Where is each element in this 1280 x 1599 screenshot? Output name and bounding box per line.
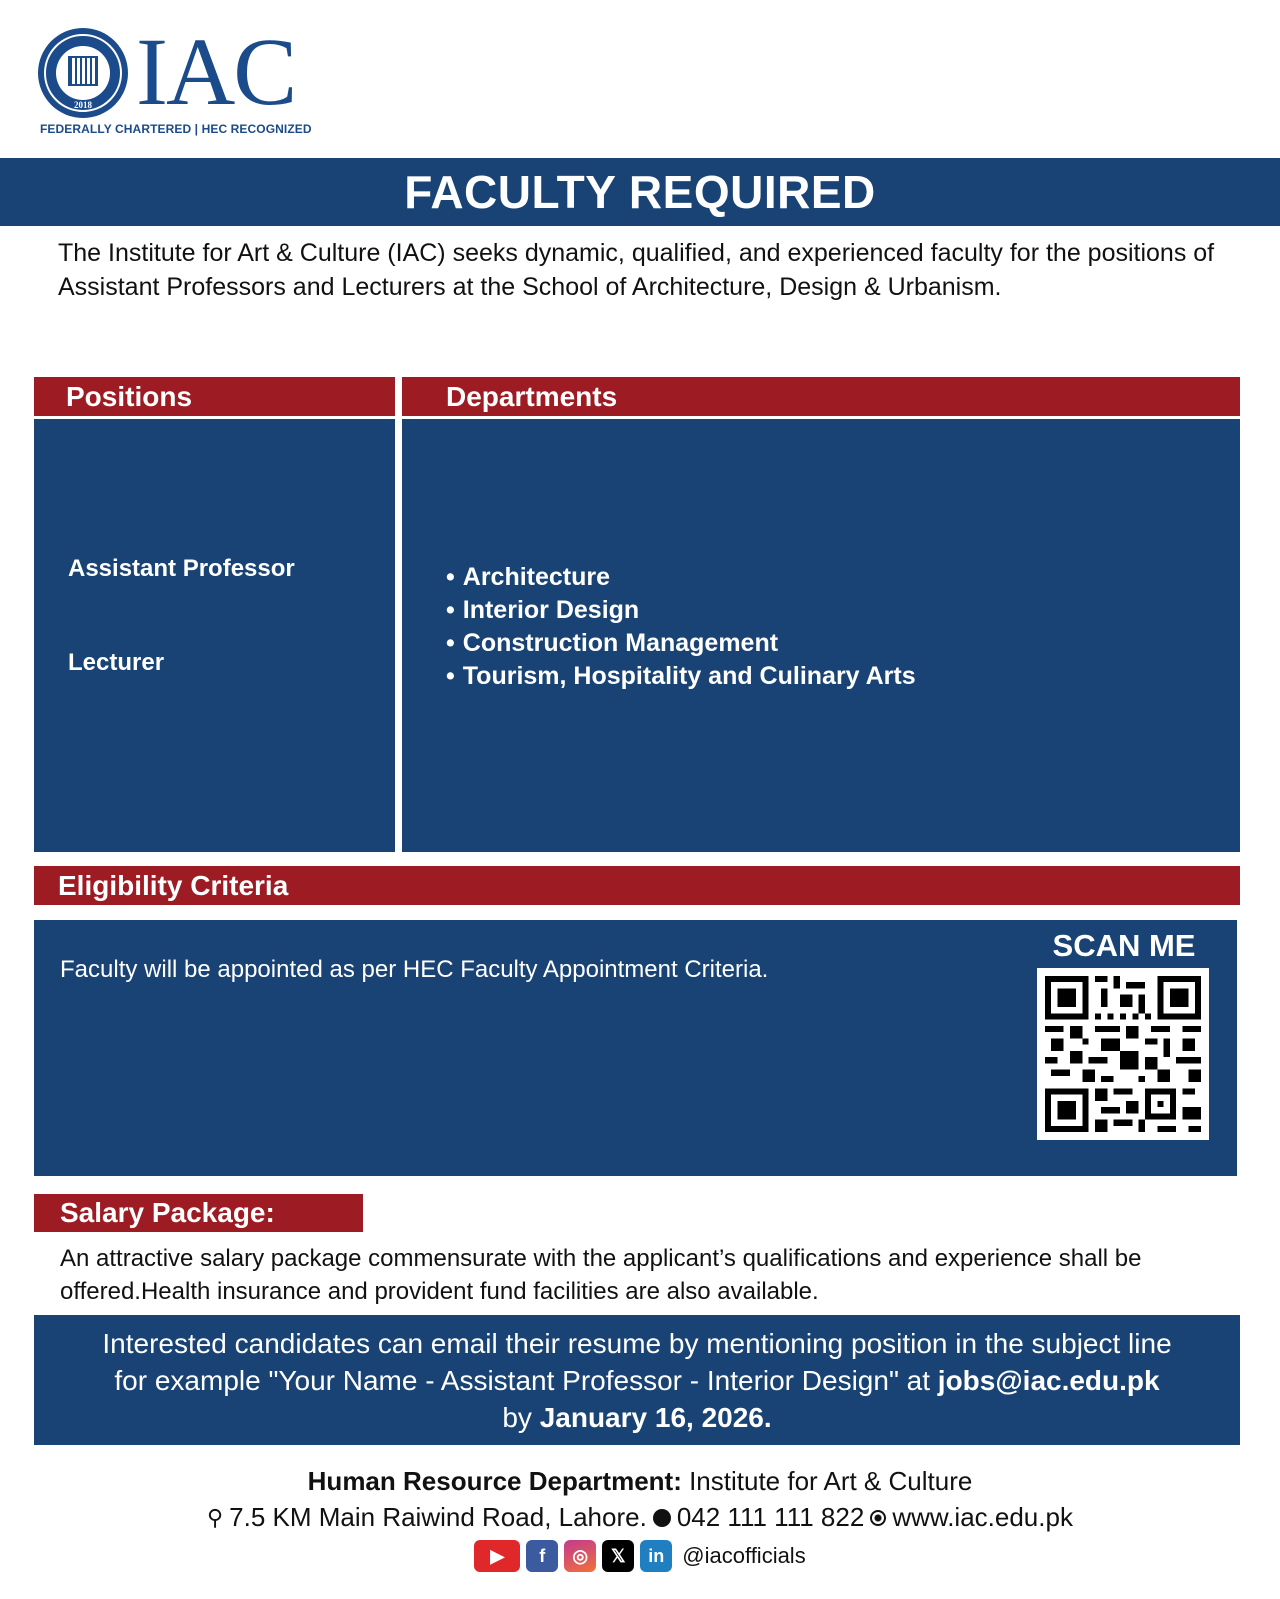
apply-instructions-panel [34,1315,1240,1445]
website-link[interactable]: www.iac.edu.pk [892,1502,1073,1532]
hr-institute: Institute for Art & Culture [681,1466,973,1496]
apply-example-text: for example "Your Name - Assistant Professor - Interior Design" at [114,1365,938,1396]
positions-heading [34,377,395,416]
department-item: • Architecture [446,561,916,594]
linkedin-icon[interactable]: in [640,1540,672,1572]
qr-code[interactable] [1037,968,1209,1140]
scan-me-label: SCAN ME [1052,928,1196,963]
eligibility-heading [34,866,1240,905]
deadline-prefix: by [502,1402,540,1433]
apply-line-3 [34,1399,1240,1436]
salary-heading-label: Salary Package: [60,1197,275,1228]
qr-code-icon [1045,976,1201,1132]
jobs-email-link[interactable]: jobs@iac.edu.pk [937,1365,1160,1396]
location-pin-icon: ⚲ [207,1504,224,1530]
eligibility-heading-label: Eligibility Criteria [58,869,289,901]
salary-heading [34,1194,363,1232]
facebook-icon[interactable]: f [526,1540,558,1572]
footer-contact [0,1502,1280,1533]
seal-year: 2018 [74,100,92,110]
departments-panel [402,419,1240,852]
footer-department [0,1466,1280,1497]
logo-tagline: FEDERALLY CHARTERED | HEC RECOGNIZED [40,122,312,136]
eligibility-text: Faculty will be appointed as per HEC Faculty Appointment Criteria. [60,956,769,983]
page-title: FACULTY REQUIRED [404,166,876,218]
department-item: • Interior Design [446,594,916,627]
salary-text: An attractive salary package commensurate with the applicant’s qualifications and experience shall be offered.Health insurance and provident fund facilities are also available. [60,1245,1142,1305]
phone-number[interactable]: 042 111 111 822 [676,1502,865,1532]
building-icon [68,56,98,86]
department-item: • Construction Management [446,627,916,660]
iac-seal-logo [38,28,128,118]
departments-heading-label: Departments [446,380,618,412]
departments-heading [402,377,1240,416]
social-handle[interactable]: @iacofficials [682,1543,806,1568]
departments-list [446,561,916,693]
deadline-date: January 16, 2026. [539,1402,772,1433]
youtube-icon[interactable]: ▶ [474,1540,520,1572]
positions-heading-label: Positions [66,380,193,412]
social-links [0,1540,1280,1572]
x-icon[interactable]: 𝕏 [602,1540,634,1572]
eligibility-panel [34,920,1237,1176]
hr-label: Human Resource Department: [307,1466,682,1496]
apply-line-2 [34,1362,1240,1399]
department-item: • Tourism, Hospitality and Culinary Arts [446,660,916,693]
position-item: Lecturer [68,649,165,676]
positions-panel [34,419,395,852]
apply-line-1: Interested candidates can email their resume by mentioning position in the subject line [102,1328,1172,1359]
header-band [0,158,1280,226]
iac-wordmark: IAC [136,18,296,125]
phone-icon [653,1509,671,1527]
instagram-icon[interactable]: ◎ [564,1540,596,1572]
intro-paragraph: The Institute for Art & Culture (IAC) seeks dynamic, qualified, and experienced faculty for the positions of Assistant Professors and Lecturers at the School of Architecture, Design & Urbanism. [58,239,1215,301]
position-item: Assistant Professor [68,555,295,582]
address-text: 7.5 KM Main Raiwind Road, Lahore. [229,1502,647,1532]
globe-icon [870,1510,886,1526]
